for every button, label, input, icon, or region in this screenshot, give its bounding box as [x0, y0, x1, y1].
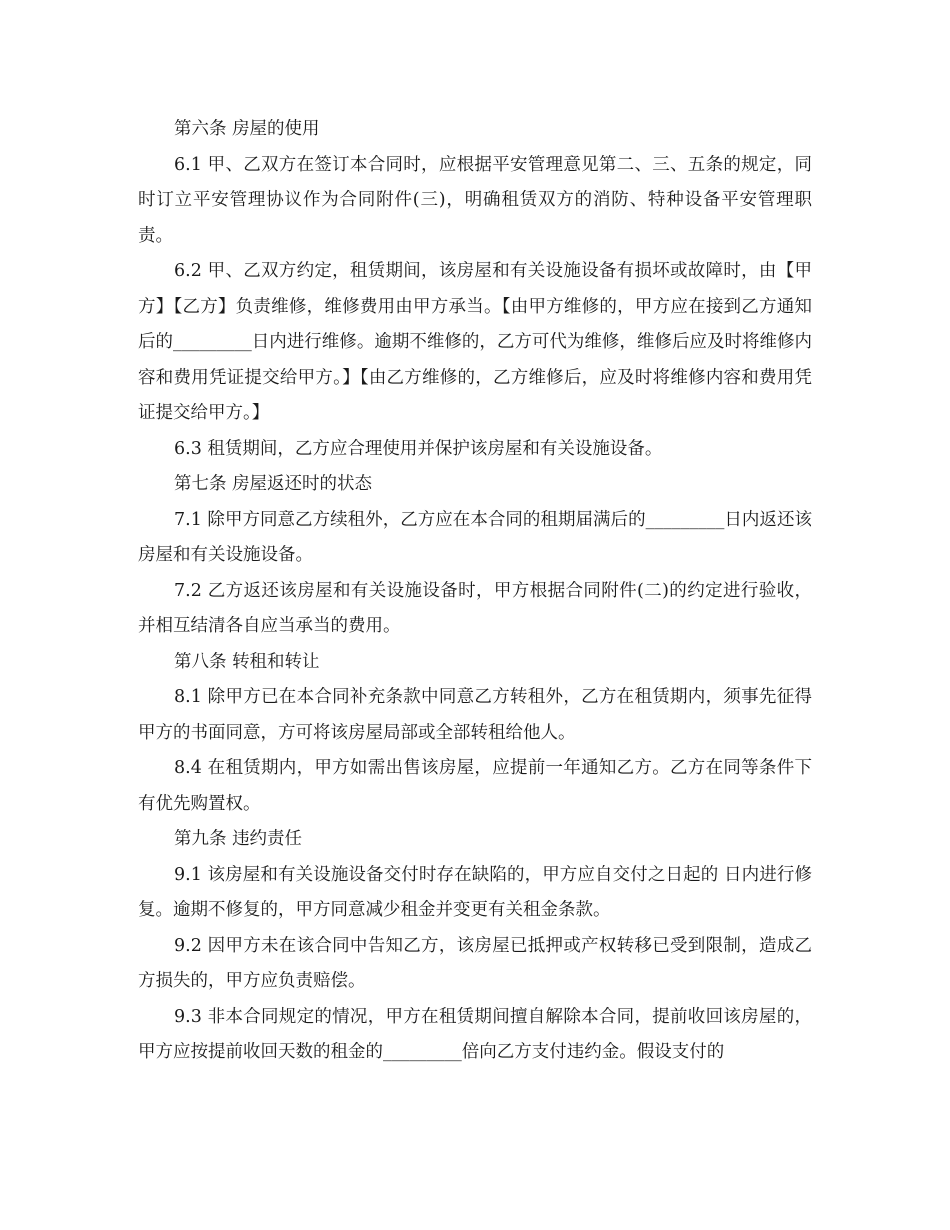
clause-9-1: 9.1 该房屋和有关设施设备交付时存在缺陷的，甲方应自交付之日起的 日内进行修复。逾期不修复的，甲方同意减少租金并变更有关租金条款。 — [138, 864, 812, 920]
article-6-heading: 第六条 房屋的使用 — [174, 119, 320, 139]
clause-6-3: 6.3 租赁期间，乙方应合理使用并保护该房屋和有关设施设备。 — [174, 438, 663, 459]
article-7-heading: 第七条 房屋返还时的状态 — [174, 474, 373, 494]
document-page — [138, 112, 812, 1071]
article-8-heading: 第八条 转租和转让 — [174, 651, 320, 672]
clause-6-2: 6.2 甲、乙双方约定，租赁期间，该房屋和有关设施设备有损坏或故障时，由【甲方】【乙方】负责维修，维修费用由甲方承当。【由甲方维修的，甲方应在接到乙方通知后的_________日内进行维修。逾期不维修的，乙方可代为维修，维修后应及时将维修内容和费用凭证提交给甲方。】【由乙方维修的，乙方维修后，应及时将维修内容和费用凭证提交给甲方。】 — [138, 261, 812, 423]
clause-6-1: 6.1 甲、乙双方在签订本合同时，应根据平安管理意见第二、三、五条的规定，同时订立平安管理协议作为合同附件(三)，明确租赁双方的消防、特种设备平安管理职责。 — [138, 154, 812, 246]
clause-7-1: 7.1 除甲方同意乙方续租外，乙方应在本合同的租期届满后的_________日内返还该房屋和有关设施设备。 — [138, 509, 812, 565]
clause-7-2: 7.2 乙方返还该房屋和有关设施设备时，甲方根据合同附件(二)的约定进行验收，并相互结清各自应当承当的费用。 — [138, 580, 812, 636]
clause-9-2: 9.2 因甲方未在该合同中告知乙方，该房屋已抵押或产权转移已受到限制，造成乙方损失的，甲方应负责赔偿。 — [138, 935, 812, 991]
clause-8-4: 8.4 在租赁期内，甲方如需出售该房屋，应提前一年通知乙方。乙方在同等条件下有优先购置权。 — [138, 758, 812, 814]
article-9-heading: 第九条 违约责任 — [174, 829, 303, 849]
clause-8-1: 8.1 除甲方已在本合同补充条款中同意乙方转租外，乙方在租赁期内，须事先征得甲方的书面同意，方可将该房屋局部或全部转租给他人。 — [138, 687, 812, 743]
clause-9-3: 9.3 非本合同规定的情况，甲方在租赁期间擅自解除本合同，提前收回该房屋的，甲方应按提前收回天数的租金的_________倍向乙方支付违约金。假设支付的 — [138, 1006, 812, 1062]
